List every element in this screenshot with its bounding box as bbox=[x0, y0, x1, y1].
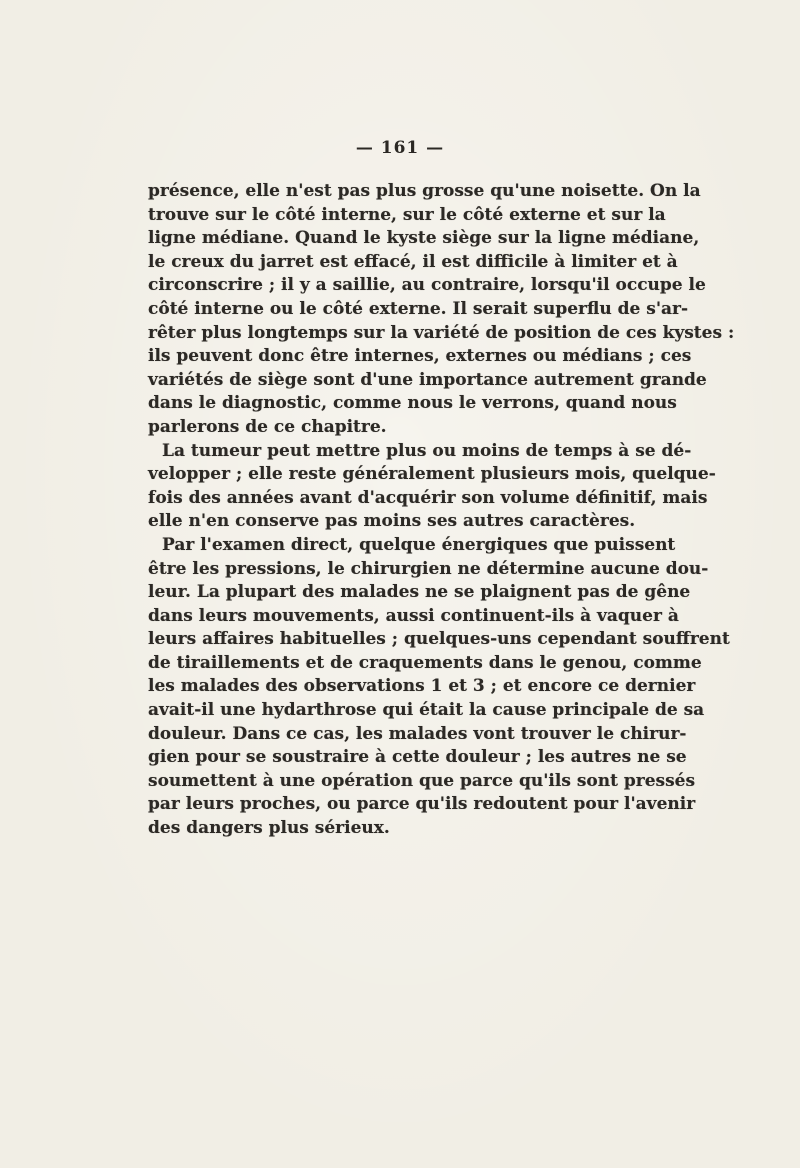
text-line: soumettent à une opération que parce qu'ils sont pressés bbox=[148, 770, 696, 791]
text-line: La tumeur peut mettre plus ou moins de temps à se dé- bbox=[162, 440, 692, 461]
text-line: présence, elle n'est pas plus grosse qu'une noisette. On la bbox=[148, 181, 701, 201]
text-line: ils peuvent donc être internes, externes ou médians ; ces bbox=[148, 346, 692, 367]
text-line: être les pressions, le chirurgien ne détermine aucune dou- bbox=[148, 558, 709, 579]
text-line: rêter plus longtemps sur la variété de position de ces kystes : bbox=[148, 322, 735, 343]
text-line: douleur. Dans ce cas, les malades vont trouver le chirur- bbox=[148, 723, 687, 744]
text-line: ligne médiane. Quand le kyste siège sur la ligne médiane, bbox=[148, 228, 700, 249]
text-line: le creux du jarret est effacé, il est difficile à limiter et à bbox=[148, 251, 678, 272]
paragraph bbox=[148, 534, 730, 841]
text-line: avait-il une hydarthrose qui était la cause principale de sa bbox=[148, 700, 705, 721]
text-line: gien pour se soustraire à cette douleur ; les autres ne se bbox=[148, 747, 687, 768]
page-number: — 161 — bbox=[355, 138, 445, 158]
paragraph bbox=[148, 180, 735, 440]
text-line: leurs affaires habituelles ; quelques-uns cependant souffrent bbox=[148, 629, 730, 650]
text-line: variétés de siège sont d'une importance autrement grande bbox=[148, 369, 707, 390]
text-line: côté interne ou le côté externe. Il serait superflu de s'ar- bbox=[148, 298, 689, 319]
text-line: trouve sur le côté interne, sur le côté externe et sur la bbox=[148, 204, 666, 225]
paragraph bbox=[148, 440, 716, 534]
text-line: Par l'examen direct, quelque énergiques que puissent bbox=[162, 534, 676, 555]
text-line: par leurs proches, ou parce qu'ils redoutent pour l'avenir bbox=[148, 794, 696, 815]
text-line: de tiraillements et de craquements dans le genou, comme bbox=[148, 652, 702, 673]
text-line: des dangers plus sérieux. bbox=[148, 818, 390, 839]
text-line: dans leurs mouvements, aussi continuent-ils à vaquer à bbox=[148, 605, 679, 626]
text-line: leur. La plupart des malades ne se plaignent pas de gêne bbox=[148, 582, 691, 603]
text-line: elle n'en conserve pas moins ses autres caractères. bbox=[148, 511, 636, 532]
text-line: parlerons de ce chapitre. bbox=[148, 416, 387, 437]
text-line: circonscrire ; il y a saillie, au contraire, lorsqu'il occupe le bbox=[148, 275, 706, 296]
text-line: dans le diagnostic, comme nous le verrons, quand nous bbox=[148, 393, 677, 414]
text-line: les malades des observations 1 et 3 ; et encore ce dernier bbox=[148, 676, 696, 697]
text-line: velopper ; elle reste généralement plusieurs mois, quelque- bbox=[148, 464, 716, 485]
text-line: fois des années avant d'acquérir son volume définitif, mais bbox=[148, 487, 708, 508]
body-text bbox=[148, 180, 735, 841]
